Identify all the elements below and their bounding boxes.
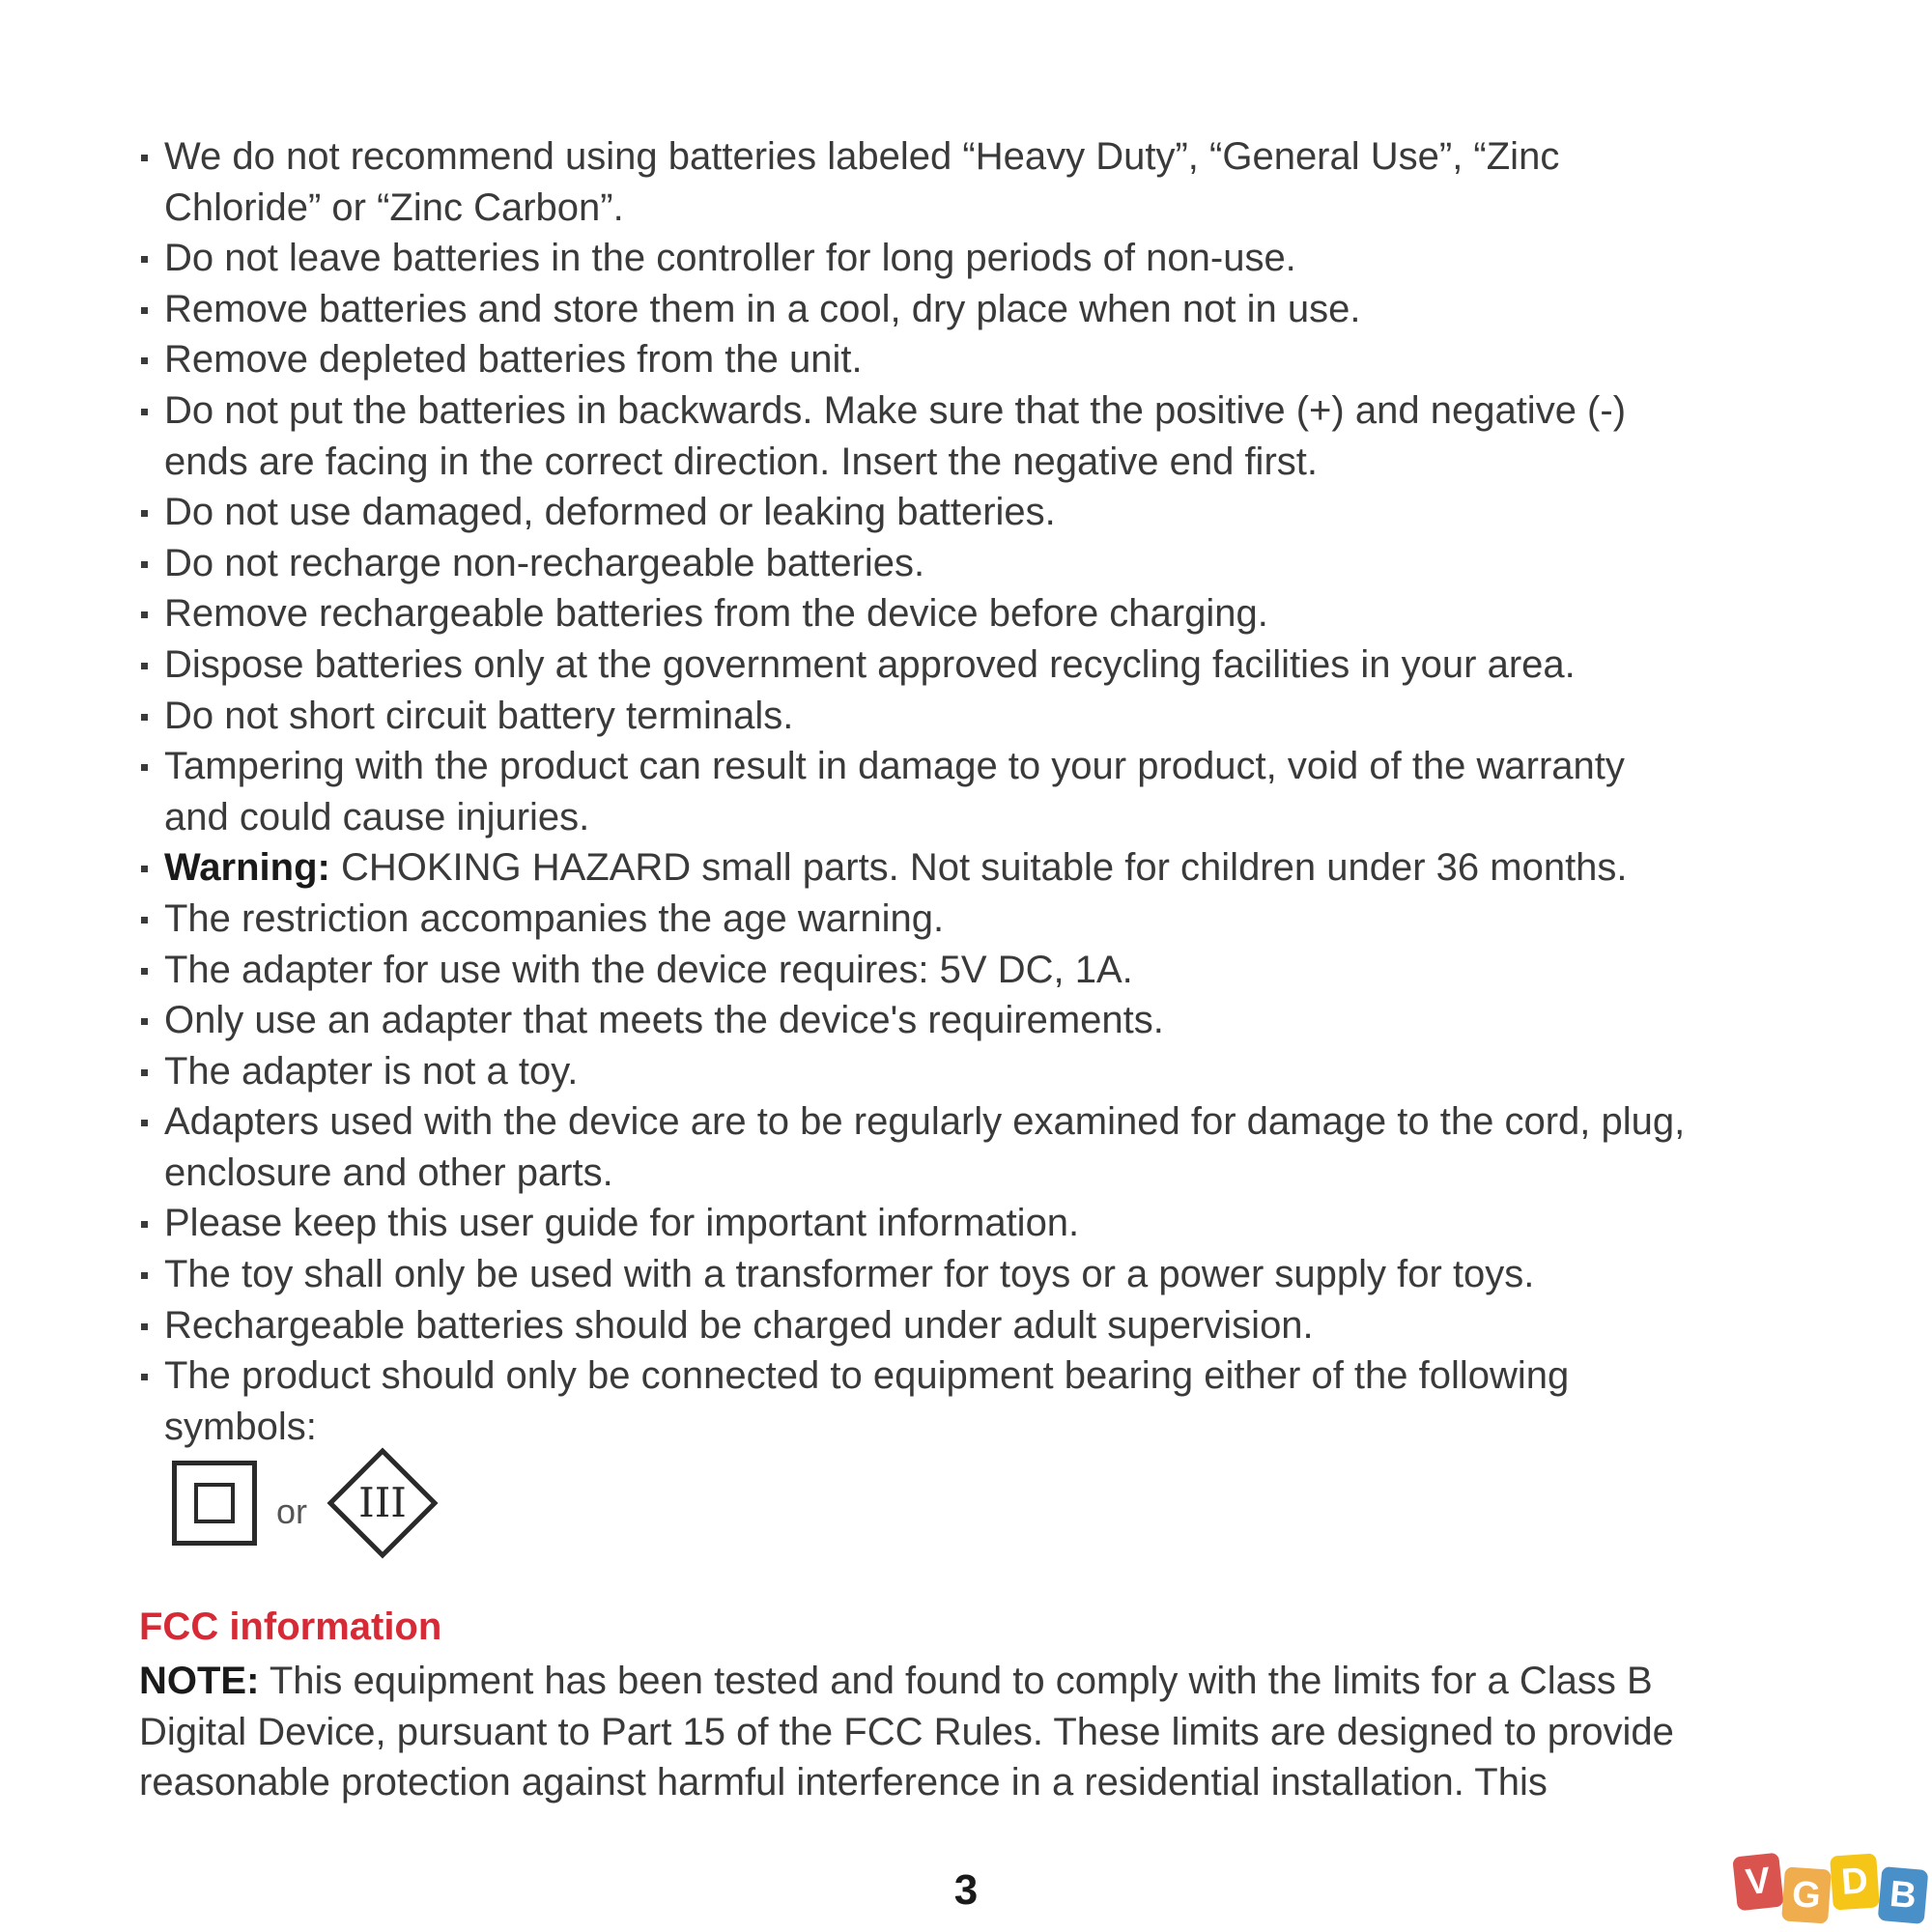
bullet-line: The adapter for use with the device requires: 5V DC, 1A. — [164, 948, 1133, 991]
class-iii-diamond-icon — [327, 1447, 439, 1559]
bullet-line: Chloride” or “Zinc Carbon”. — [164, 185, 624, 229]
bullet-line: We do not recommend using batteries labeled “Heavy Duty”, “General Use”, “Zinc — [164, 135, 1560, 178]
bullet-line: symbols: — [164, 1405, 317, 1448]
symbols-row — [172, 1447, 462, 1563]
bullet-line: Rechargeable batteries should be charged under adult supervision. — [164, 1303, 1314, 1347]
logo-tile: B — [1878, 1866, 1929, 1924]
bullet-item — [139, 1300, 1801, 1351]
bullet-line: Do not use damaged, deformed or leaking batteries. — [164, 491, 1056, 534]
bullet-line: Adapters used with the device are to be regularly examined for damage to the cord, plug, — [164, 1100, 1686, 1144]
bullet-line: Dispose batteries only at the government approved recycling facilities in your area. — [164, 642, 1576, 686]
fcc-text: This equipment has been tested and found to comply with the limits for a Class B — [259, 1660, 1653, 1702]
bullet-line: The restriction accompanies the age warning. — [164, 896, 945, 940]
bullet-line: Remove rechargeable batteries from the device before charging. — [164, 592, 1268, 636]
bullet-item — [139, 1096, 1801, 1198]
page-number: 3 — [953, 1866, 979, 1914]
bullet-item — [139, 487, 1801, 538]
bullet-item — [139, 538, 1801, 589]
bullet-item — [139, 691, 1801, 742]
fcc-heading: FCC information — [139, 1605, 442, 1648]
bullet-line: The toy shall only be used with a transformer for toys or a power supply for toys. — [164, 1253, 1535, 1296]
bullet-item — [139, 894, 1801, 945]
bullet-item — [139, 842, 1801, 894]
bullet-line: Do not put the batteries in backwards. Make sure that the positive (+) and negative (-) — [164, 388, 1627, 432]
fcc-line: Digital Device, pursuant to Part 15 of the FCC Rules. These limits are designed to provide — [139, 1710, 1674, 1753]
bullet-line: and could cause injuries. — [164, 795, 590, 838]
bullet-item — [139, 588, 1801, 639]
note-label: NOTE: — [139, 1660, 260, 1702]
symbols-or-text: or — [276, 1492, 308, 1531]
logo-tile: G — [1781, 1866, 1832, 1923]
bullet-line: Remove batteries and store them in a cool, dry place when not in use. — [164, 287, 1361, 330]
fcc-line: reasonable protection against harmful interference in a residential installation. This — [139, 1761, 1548, 1804]
bullet-item — [139, 945, 1801, 996]
bullet-line: Remove depleted batteries from the unit. — [164, 338, 863, 382]
diamond-label: III — [358, 1479, 407, 1526]
logo-tile: D — [1830, 1853, 1880, 1910]
bullet-item — [139, 284, 1801, 335]
bullet-item — [139, 995, 1801, 1046]
bullet-line: Do not recharge non-rechargeable batteries. — [164, 541, 925, 584]
vgdb-watermark-logo — [1735, 1855, 1932, 1932]
bullet-line: Tampering with the product can result in damage to your product, void of the warranty — [164, 745, 1625, 788]
bullet-line: Do not leave batteries in the controller for long periods of non-use. — [164, 237, 1296, 280]
bullet-item — [139, 639, 1801, 691]
fcc-note — [139, 1656, 1801, 1808]
safety-bullet-list — [139, 131, 1801, 1452]
logo-tile: V — [1732, 1853, 1784, 1912]
bullet-line: enclosure and other parts. — [164, 1151, 613, 1194]
bullet-item — [139, 1046, 1801, 1097]
warning-label: Warning: — [164, 846, 330, 890]
fcc-line — [139, 1656, 1801, 1707]
bullet-item — [139, 385, 1801, 487]
bullet-item — [139, 334, 1801, 385]
bullet-item — [139, 233, 1801, 284]
bullet-line: The adapter is not a toy. — [164, 1049, 579, 1093]
bullet-item — [139, 741, 1801, 842]
double-square-icon — [172, 1461, 257, 1546]
bullet-item — [139, 131, 1801, 233]
bullet-item — [139, 1350, 1801, 1452]
bullet-item — [139, 1249, 1801, 1300]
bullet-line: ends are facing in the correct direction. Insert the negative end first. — [164, 440, 1318, 483]
bullet-item — [139, 1198, 1801, 1249]
bullet-line: Please keep this user guide for important information. — [164, 1202, 1080, 1245]
bullet-line — [164, 842, 1801, 894]
bullet-line: Do not short circuit battery terminals. — [164, 694, 794, 737]
bullet-line: The product should only be connected to equipment bearing either of the following — [164, 1354, 1570, 1398]
bullet-line: Only use an adapter that meets the device's requirements. — [164, 999, 1164, 1042]
bullet-text: CHOKING HAZARD small parts. Not suitable for children under 36 months. — [329, 846, 1628, 890]
